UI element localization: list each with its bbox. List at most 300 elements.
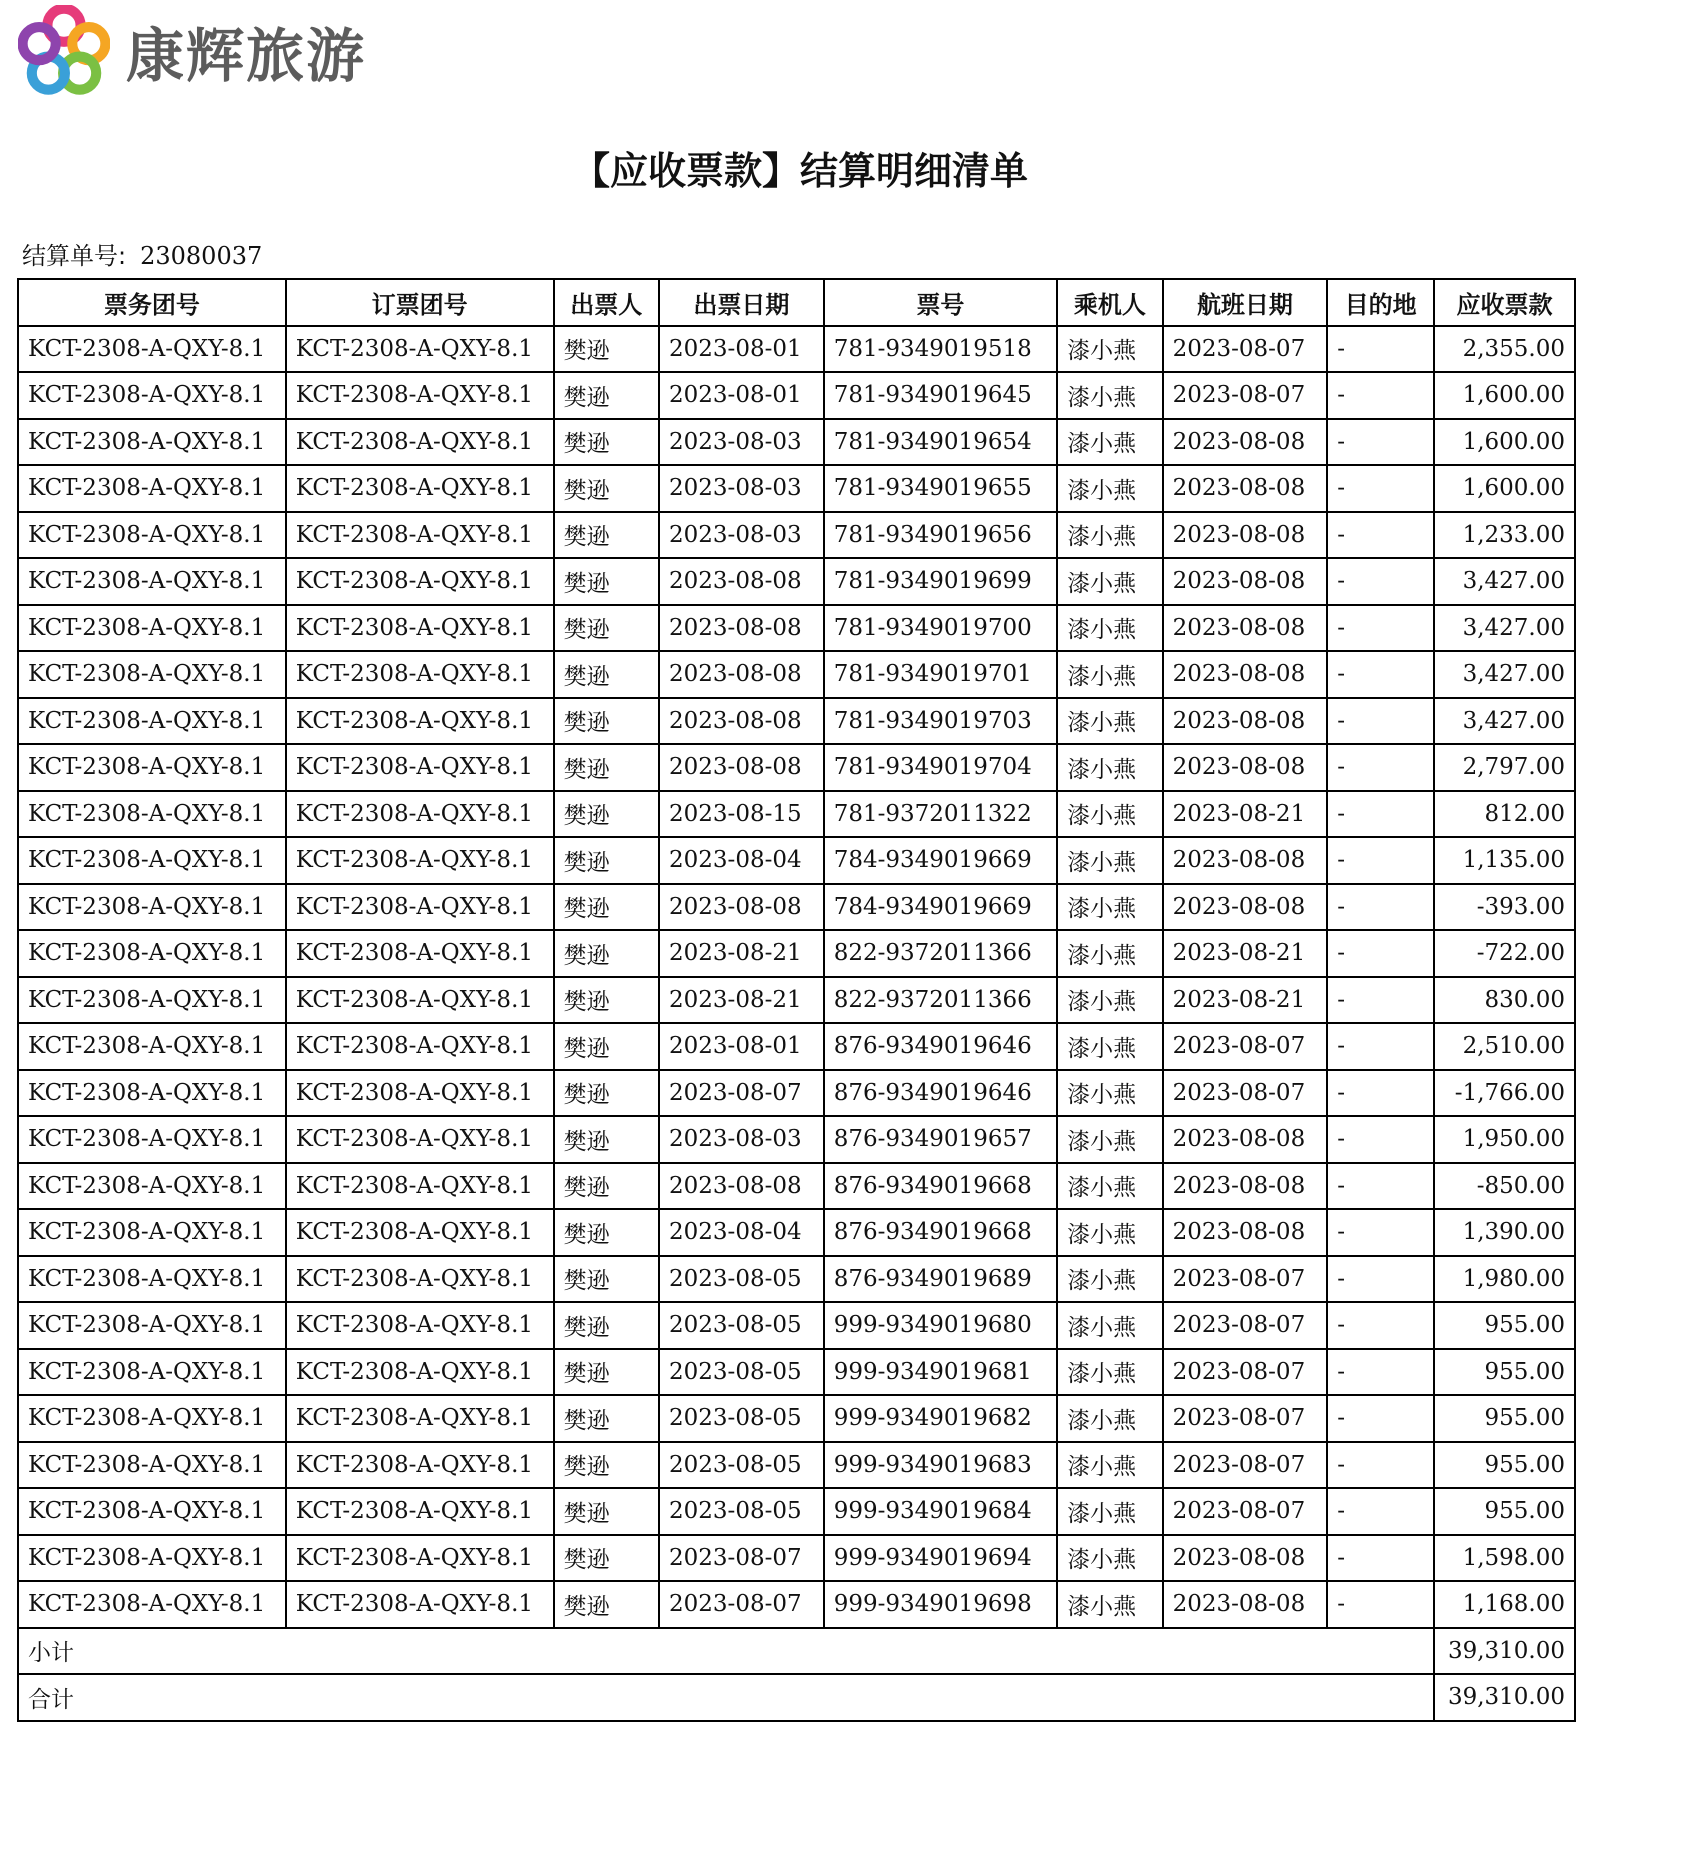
settlement-number <box>22 236 262 271</box>
cell-destination: - <box>1327 1302 1434 1349</box>
cell-issue-date: 2023-08-08 <box>659 698 824 745</box>
table-row <box>18 698 1575 745</box>
cell-amount: 2,797.00 <box>1434 744 1575 791</box>
cell-flight-date: 2023-08-07 <box>1163 1488 1328 1535</box>
cell-destination: - <box>1327 372 1434 419</box>
cell-destination: - <box>1327 651 1434 698</box>
cell-issue-date: 2023-08-01 <box>659 1023 824 1070</box>
cell-ticket-group: KCT-2308-A-QXY-8.1 <box>18 419 286 466</box>
cell-issue-date: 2023-08-03 <box>659 1116 824 1163</box>
table-row <box>18 651 1575 698</box>
cell-issue-date: 2023-08-21 <box>659 977 824 1024</box>
cell-issuer: 樊逊 <box>554 698 659 745</box>
cell-issue-date: 2023-08-08 <box>659 651 824 698</box>
cell-ticket-group: KCT-2308-A-QXY-8.1 <box>18 512 286 559</box>
table-body <box>18 326 1575 1628</box>
cell-ticket-number: 781-9349019655 <box>824 465 1057 512</box>
cell-issue-date: 2023-08-03 <box>659 465 824 512</box>
table-row <box>18 837 1575 884</box>
cell-issuer: 樊逊 <box>554 1581 659 1628</box>
table-row <box>18 1023 1575 1070</box>
cell-issue-date: 2023-08-07 <box>659 1535 824 1582</box>
cell-ticket-group: KCT-2308-A-QXY-8.1 <box>18 1070 286 1117</box>
cell-destination: - <box>1327 1349 1434 1396</box>
cell-passenger: 漆小燕 <box>1057 791 1162 838</box>
cell-ticket-group: KCT-2308-A-QXY-8.1 <box>18 1395 286 1442</box>
cell-ticket-number: 999-9349019694 <box>824 1535 1057 1582</box>
cell-booking-group: KCT-2308-A-QXY-8.1 <box>286 930 554 977</box>
cell-amount: -850.00 <box>1434 1163 1575 1210</box>
cell-flight-date: 2023-08-07 <box>1163 326 1328 373</box>
cell-issuer: 樊逊 <box>554 977 659 1024</box>
cell-issuer: 樊逊 <box>554 326 659 373</box>
cell-ticket-group: KCT-2308-A-QXY-8.1 <box>18 1535 286 1582</box>
cell-booking-group: KCT-2308-A-QXY-8.1 <box>286 512 554 559</box>
cell-amount: 1,233.00 <box>1434 512 1575 559</box>
cell-issuer: 樊逊 <box>554 744 659 791</box>
cell-issuer: 樊逊 <box>554 1488 659 1535</box>
cell-flight-date: 2023-08-07 <box>1163 1256 1328 1303</box>
cell-issue-date: 2023-08-04 <box>659 837 824 884</box>
cell-passenger: 漆小燕 <box>1057 1116 1162 1163</box>
cell-passenger: 漆小燕 <box>1057 1070 1162 1117</box>
cell-amount: 1,950.00 <box>1434 1116 1575 1163</box>
total-label: 合计 <box>18 1674 1434 1721</box>
cell-issue-date: 2023-08-07 <box>659 1070 824 1117</box>
cell-ticket-group: KCT-2308-A-QXY-8.1 <box>18 884 286 931</box>
cell-passenger: 漆小燕 <box>1057 1535 1162 1582</box>
cell-passenger: 漆小燕 <box>1057 465 1162 512</box>
table-row <box>18 1116 1575 1163</box>
cell-passenger: 漆小燕 <box>1057 977 1162 1024</box>
cell-ticket-group: KCT-2308-A-QXY-8.1 <box>18 1349 286 1396</box>
cell-ticket-number: 781-9349019701 <box>824 651 1057 698</box>
cell-issuer: 樊逊 <box>554 930 659 977</box>
table-row <box>18 512 1575 559</box>
cell-amount: 1,135.00 <box>1434 837 1575 884</box>
brand-logo <box>18 6 366 96</box>
cell-flight-date: 2023-08-07 <box>1163 1442 1328 1489</box>
table-row <box>18 1163 1575 1210</box>
cell-ticket-group: KCT-2308-A-QXY-8.1 <box>18 558 286 605</box>
cell-destination: - <box>1327 465 1434 512</box>
cell-amount: 3,427.00 <box>1434 651 1575 698</box>
cell-issue-date: 2023-08-05 <box>659 1349 824 1396</box>
settlement-table <box>17 278 1576 1722</box>
cell-ticket-number: 999-9349019682 <box>824 1395 1057 1442</box>
cell-destination: - <box>1327 1023 1434 1070</box>
cell-issue-date: 2023-08-08 <box>659 1163 824 1210</box>
cell-amount: 1,600.00 <box>1434 419 1575 466</box>
cell-issuer: 樊逊 <box>554 1256 659 1303</box>
cell-flight-date: 2023-08-08 <box>1163 465 1328 512</box>
total-value: 39,310.00 <box>1434 1674 1575 1721</box>
cell-ticket-group: KCT-2308-A-QXY-8.1 <box>18 372 286 419</box>
cell-flight-date: 2023-08-08 <box>1163 698 1328 745</box>
total-row <box>18 1674 1575 1721</box>
table-row <box>18 419 1575 466</box>
cell-ticket-number: 876-9349019668 <box>824 1163 1057 1210</box>
cell-flight-date: 2023-08-07 <box>1163 1023 1328 1070</box>
cell-ticket-number: 822-9372011366 <box>824 930 1057 977</box>
cell-issuer: 樊逊 <box>554 1395 659 1442</box>
cell-amount: 955.00 <box>1434 1442 1575 1489</box>
cell-issuer: 樊逊 <box>554 1163 659 1210</box>
brand-name: 康辉旅游 <box>126 22 367 90</box>
cell-issue-date: 2023-08-05 <box>659 1488 824 1535</box>
cell-ticket-number: 876-9349019646 <box>824 1070 1057 1117</box>
cell-destination: - <box>1327 1209 1434 1256</box>
cell-flight-date: 2023-08-07 <box>1163 1302 1328 1349</box>
cell-booking-group: KCT-2308-A-QXY-8.1 <box>286 1163 554 1210</box>
cell-ticket-group: KCT-2308-A-QXY-8.1 <box>18 651 286 698</box>
cell-issuer: 樊逊 <box>554 465 659 512</box>
cell-ticket-number: 781-9349019656 <box>824 512 1057 559</box>
cell-flight-date: 2023-08-21 <box>1163 977 1328 1024</box>
cell-destination: - <box>1327 1116 1434 1163</box>
cell-amount: 1,600.00 <box>1434 372 1575 419</box>
cell-destination: - <box>1327 1070 1434 1117</box>
cell-passenger: 漆小燕 <box>1057 930 1162 977</box>
cell-issuer: 樊逊 <box>554 1302 659 1349</box>
cell-flight-date: 2023-08-07 <box>1163 1070 1328 1117</box>
cell-booking-group: KCT-2308-A-QXY-8.1 <box>286 1442 554 1489</box>
cell-ticket-group: KCT-2308-A-QXY-8.1 <box>18 465 286 512</box>
table-row <box>18 1581 1575 1628</box>
cell-ticket-group: KCT-2308-A-QXY-8.1 <box>18 977 286 1024</box>
table-row <box>18 1395 1575 1442</box>
cell-destination: - <box>1327 698 1434 745</box>
header-issuer: 出票人 <box>554 279 659 326</box>
cell-ticket-number: 999-9349019698 <box>824 1581 1057 1628</box>
cell-ticket-group: KCT-2308-A-QXY-8.1 <box>18 1302 286 1349</box>
cell-passenger: 漆小燕 <box>1057 1023 1162 1070</box>
table-row <box>18 1488 1575 1535</box>
cell-passenger: 漆小燕 <box>1057 651 1162 698</box>
table-row <box>18 977 1575 1024</box>
cell-booking-group: KCT-2308-A-QXY-8.1 <box>286 419 554 466</box>
header-issue-date: 出票日期 <box>659 279 824 326</box>
cell-passenger: 漆小燕 <box>1057 744 1162 791</box>
cell-destination: - <box>1327 1395 1434 1442</box>
cell-ticket-number: 822-9372011366 <box>824 977 1057 1024</box>
cell-booking-group: KCT-2308-A-QXY-8.1 <box>286 372 554 419</box>
table-row <box>18 791 1575 838</box>
cell-amount: 1,168.00 <box>1434 1581 1575 1628</box>
cell-passenger: 漆小燕 <box>1057 1488 1162 1535</box>
cell-ticket-group: KCT-2308-A-QXY-8.1 <box>18 744 286 791</box>
cell-ticket-number: 781-9349019700 <box>824 605 1057 652</box>
settlement-number-value: 23080037 <box>140 242 263 270</box>
cell-ticket-group: KCT-2308-A-QXY-8.1 <box>18 605 286 652</box>
cell-booking-group: KCT-2308-A-QXY-8.1 <box>286 1581 554 1628</box>
cell-flight-date: 2023-08-08 <box>1163 1535 1328 1582</box>
cell-issuer: 樊逊 <box>554 651 659 698</box>
table-row <box>18 605 1575 652</box>
cell-passenger: 漆小燕 <box>1057 558 1162 605</box>
cell-passenger: 漆小燕 <box>1057 372 1162 419</box>
cell-issuer: 樊逊 <box>554 1442 659 1489</box>
cell-flight-date: 2023-08-07 <box>1163 1395 1328 1442</box>
cell-booking-group: KCT-2308-A-QXY-8.1 <box>286 651 554 698</box>
cell-booking-group: KCT-2308-A-QXY-8.1 <box>286 605 554 652</box>
cell-flight-date: 2023-08-21 <box>1163 791 1328 838</box>
cell-ticket-number: 876-9349019646 <box>824 1023 1057 1070</box>
cell-destination: - <box>1327 1163 1434 1210</box>
cell-issue-date: 2023-08-01 <box>659 326 824 373</box>
cell-ticket-group: KCT-2308-A-QXY-8.1 <box>18 1581 286 1628</box>
cell-amount: 2,510.00 <box>1434 1023 1575 1070</box>
cell-flight-date: 2023-08-21 <box>1163 930 1328 977</box>
cell-issuer: 樊逊 <box>554 558 659 605</box>
cell-ticket-number: 784-9349019669 <box>824 837 1057 884</box>
header-ticket-group: 票务团号 <box>18 279 286 326</box>
cell-ticket-group: KCT-2308-A-QXY-8.1 <box>18 1023 286 1070</box>
cell-ticket-group: KCT-2308-A-QXY-8.1 <box>18 1116 286 1163</box>
cell-ticket-number: 876-9349019657 <box>824 1116 1057 1163</box>
cell-destination: - <box>1327 419 1434 466</box>
cell-booking-group: KCT-2308-A-QXY-8.1 <box>286 465 554 512</box>
cell-issuer: 樊逊 <box>554 605 659 652</box>
cell-flight-date: 2023-08-08 <box>1163 884 1328 931</box>
cell-passenger: 漆小燕 <box>1057 698 1162 745</box>
cell-issue-date: 2023-08-04 <box>659 1209 824 1256</box>
cell-issue-date: 2023-08-01 <box>659 372 824 419</box>
cell-destination: - <box>1327 1581 1434 1628</box>
cell-amount: 1,980.00 <box>1434 1256 1575 1303</box>
cell-issuer: 樊逊 <box>554 1023 659 1070</box>
cell-issue-date: 2023-08-07 <box>659 1581 824 1628</box>
cell-issuer: 樊逊 <box>554 1070 659 1117</box>
header-destination: 目的地 <box>1327 279 1434 326</box>
cell-flight-date: 2023-08-08 <box>1163 558 1328 605</box>
cell-flight-date: 2023-08-08 <box>1163 651 1328 698</box>
header-amount: 应收票款 <box>1434 279 1575 326</box>
cell-ticket-group: KCT-2308-A-QXY-8.1 <box>18 698 286 745</box>
cell-booking-group: KCT-2308-A-QXY-8.1 <box>286 1209 554 1256</box>
cell-passenger: 漆小燕 <box>1057 512 1162 559</box>
cell-booking-group: KCT-2308-A-QXY-8.1 <box>286 884 554 931</box>
cell-ticket-group: KCT-2308-A-QXY-8.1 <box>18 1163 286 1210</box>
cell-ticket-number: 781-9349019699 <box>824 558 1057 605</box>
cell-passenger: 漆小燕 <box>1057 1442 1162 1489</box>
cell-booking-group: KCT-2308-A-QXY-8.1 <box>286 1116 554 1163</box>
cell-destination: - <box>1327 791 1434 838</box>
cell-flight-date: 2023-08-07 <box>1163 372 1328 419</box>
cell-booking-group: KCT-2308-A-QXY-8.1 <box>286 1535 554 1582</box>
cell-booking-group: KCT-2308-A-QXY-8.1 <box>286 558 554 605</box>
table-row <box>18 884 1575 931</box>
cell-issue-date: 2023-08-03 <box>659 512 824 559</box>
cell-passenger: 漆小燕 <box>1057 837 1162 884</box>
cell-passenger: 漆小燕 <box>1057 1395 1162 1442</box>
cell-booking-group: KCT-2308-A-QXY-8.1 <box>286 1349 554 1396</box>
cell-booking-group: KCT-2308-A-QXY-8.1 <box>286 791 554 838</box>
cell-amount: -722.00 <box>1434 930 1575 977</box>
cell-flight-date: 2023-08-08 <box>1163 1581 1328 1628</box>
cell-ticket-group: KCT-2308-A-QXY-8.1 <box>18 791 286 838</box>
cell-amount: 2,355.00 <box>1434 326 1575 373</box>
subtotal-label: 小计 <box>18 1628 1434 1675</box>
cell-booking-group: KCT-2308-A-QXY-8.1 <box>286 698 554 745</box>
cell-issue-date: 2023-08-08 <box>659 558 824 605</box>
cell-ticket-number: 876-9349019668 <box>824 1209 1057 1256</box>
cell-amount: 3,427.00 <box>1434 605 1575 652</box>
cell-ticket-number: 781-9349019645 <box>824 372 1057 419</box>
cell-destination: - <box>1327 837 1434 884</box>
cell-issue-date: 2023-08-08 <box>659 744 824 791</box>
cell-amount: 830.00 <box>1434 977 1575 1024</box>
cell-ticket-group: KCT-2308-A-QXY-8.1 <box>18 1442 286 1489</box>
cell-issuer: 樊逊 <box>554 512 659 559</box>
cell-destination: - <box>1327 744 1434 791</box>
cell-destination: - <box>1327 605 1434 652</box>
cell-issuer: 樊逊 <box>554 837 659 884</box>
cell-ticket-number: 781-9349019703 <box>824 698 1057 745</box>
table-row <box>18 1302 1575 1349</box>
table-row <box>18 1070 1575 1117</box>
subtotal-row <box>18 1628 1575 1675</box>
cell-booking-group: KCT-2308-A-QXY-8.1 <box>286 1302 554 1349</box>
cell-booking-group: KCT-2308-A-QXY-8.1 <box>286 1395 554 1442</box>
cell-passenger: 漆小燕 <box>1057 1209 1162 1256</box>
cell-issue-date: 2023-08-05 <box>659 1302 824 1349</box>
table-row <box>18 372 1575 419</box>
cell-ticket-number: 999-9349019680 <box>824 1302 1057 1349</box>
cell-amount: 955.00 <box>1434 1302 1575 1349</box>
cell-booking-group: KCT-2308-A-QXY-8.1 <box>286 977 554 1024</box>
table-row <box>18 1442 1575 1489</box>
cell-flight-date: 2023-08-07 <box>1163 1349 1328 1396</box>
cell-ticket-number: 781-9349019518 <box>824 326 1057 373</box>
cell-flight-date: 2023-08-08 <box>1163 605 1328 652</box>
table-row <box>18 326 1575 373</box>
cell-destination: - <box>1327 1488 1434 1535</box>
cell-booking-group: KCT-2308-A-QXY-8.1 <box>286 837 554 884</box>
cell-passenger: 漆小燕 <box>1057 326 1162 373</box>
cell-issuer: 樊逊 <box>554 884 659 931</box>
table-row <box>18 465 1575 512</box>
table-row <box>18 1256 1575 1303</box>
cell-ticket-number: 999-9349019683 <box>824 1442 1057 1489</box>
cell-amount: 955.00 <box>1434 1488 1575 1535</box>
cell-ticket-number: 876-9349019689 <box>824 1256 1057 1303</box>
cell-ticket-group: KCT-2308-A-QXY-8.1 <box>18 930 286 977</box>
cell-destination: - <box>1327 884 1434 931</box>
cell-issue-date: 2023-08-05 <box>659 1256 824 1303</box>
table-row <box>18 930 1575 977</box>
cell-flight-date: 2023-08-08 <box>1163 837 1328 884</box>
cell-destination: - <box>1327 930 1434 977</box>
cell-destination: - <box>1327 1442 1434 1489</box>
cell-amount: 812.00 <box>1434 791 1575 838</box>
cell-ticket-group: KCT-2308-A-QXY-8.1 <box>18 1488 286 1535</box>
cell-issuer: 樊逊 <box>554 1535 659 1582</box>
table-row <box>18 558 1575 605</box>
cell-amount: 3,427.00 <box>1434 698 1575 745</box>
cell-issue-date: 2023-08-05 <box>659 1442 824 1489</box>
header-flight-date: 航班日期 <box>1163 279 1328 326</box>
cell-issue-date: 2023-08-05 <box>659 1395 824 1442</box>
cell-ticket-group: KCT-2308-A-QXY-8.1 <box>18 326 286 373</box>
cell-flight-date: 2023-08-08 <box>1163 419 1328 466</box>
cell-booking-group: KCT-2308-A-QXY-8.1 <box>286 1023 554 1070</box>
cell-passenger: 漆小燕 <box>1057 605 1162 652</box>
cell-issue-date: 2023-08-21 <box>659 930 824 977</box>
cell-ticket-number: 781-9372011322 <box>824 791 1057 838</box>
cell-ticket-group: KCT-2308-A-QXY-8.1 <box>18 1209 286 1256</box>
cell-booking-group: KCT-2308-A-QXY-8.1 <box>286 1256 554 1303</box>
header-booking-group: 订票团号 <box>286 279 554 326</box>
cell-ticket-group: KCT-2308-A-QXY-8.1 <box>18 1256 286 1303</box>
header-passenger: 乘机人 <box>1057 279 1162 326</box>
cell-flight-date: 2023-08-08 <box>1163 744 1328 791</box>
cell-flight-date: 2023-08-08 <box>1163 512 1328 559</box>
table-row <box>18 744 1575 791</box>
cell-amount: 1,598.00 <box>1434 1535 1575 1582</box>
table-row <box>18 1209 1575 1256</box>
cell-booking-group: KCT-2308-A-QXY-8.1 <box>286 326 554 373</box>
cell-passenger: 漆小燕 <box>1057 1302 1162 1349</box>
cell-issuer: 樊逊 <box>554 791 659 838</box>
cell-passenger: 漆小燕 <box>1057 1256 1162 1303</box>
cell-ticket-number: 999-9349019684 <box>824 1488 1057 1535</box>
table-row <box>18 1349 1575 1396</box>
cell-issuer: 樊逊 <box>554 1116 659 1163</box>
cell-destination: - <box>1327 977 1434 1024</box>
cell-ticket-number: 999-9349019681 <box>824 1349 1057 1396</box>
cell-destination: - <box>1327 558 1434 605</box>
cell-flight-date: 2023-08-08 <box>1163 1116 1328 1163</box>
cell-amount: 3,427.00 <box>1434 558 1575 605</box>
cell-destination: - <box>1327 1535 1434 1582</box>
flower-logo-icon <box>18 5 110 97</box>
cell-amount: 1,390.00 <box>1434 1209 1575 1256</box>
cell-issue-date: 2023-08-08 <box>659 884 824 931</box>
cell-passenger: 漆小燕 <box>1057 884 1162 931</box>
cell-destination: - <box>1327 1256 1434 1303</box>
cell-amount: -393.00 <box>1434 884 1575 931</box>
cell-passenger: 漆小燕 <box>1057 1349 1162 1396</box>
settlement-number-label: 结算单号: <box>22 242 127 270</box>
cell-amount: 1,600.00 <box>1434 465 1575 512</box>
cell-ticket-number: 784-9349019669 <box>824 884 1057 931</box>
table-header-row <box>18 279 1575 326</box>
cell-destination: - <box>1327 512 1434 559</box>
cell-issue-date: 2023-08-15 <box>659 791 824 838</box>
cell-passenger: 漆小燕 <box>1057 419 1162 466</box>
cell-flight-date: 2023-08-08 <box>1163 1163 1328 1210</box>
cell-booking-group: KCT-2308-A-QXY-8.1 <box>286 1488 554 1535</box>
cell-issuer: 樊逊 <box>554 419 659 466</box>
header-ticket-number: 票号 <box>824 279 1057 326</box>
cell-ticket-group: KCT-2308-A-QXY-8.1 <box>18 837 286 884</box>
cell-booking-group: KCT-2308-A-QXY-8.1 <box>286 744 554 791</box>
cell-passenger: 漆小燕 <box>1057 1163 1162 1210</box>
cell-issue-date: 2023-08-03 <box>659 419 824 466</box>
subtotal-value: 39,310.00 <box>1434 1628 1575 1675</box>
cell-issuer: 樊逊 <box>554 1209 659 1256</box>
table-row <box>18 1535 1575 1582</box>
page-title: 【应收票款】结算明细清单 <box>571 149 1028 193</box>
cell-ticket-number: 781-9349019704 <box>824 744 1057 791</box>
cell-flight-date: 2023-08-08 <box>1163 1209 1328 1256</box>
cell-ticket-number: 781-9349019654 <box>824 419 1057 466</box>
cell-issue-date: 2023-08-08 <box>659 605 824 652</box>
cell-passenger: 漆小燕 <box>1057 1581 1162 1628</box>
cell-issuer: 樊逊 <box>554 372 659 419</box>
cell-booking-group: KCT-2308-A-QXY-8.1 <box>286 1070 554 1117</box>
